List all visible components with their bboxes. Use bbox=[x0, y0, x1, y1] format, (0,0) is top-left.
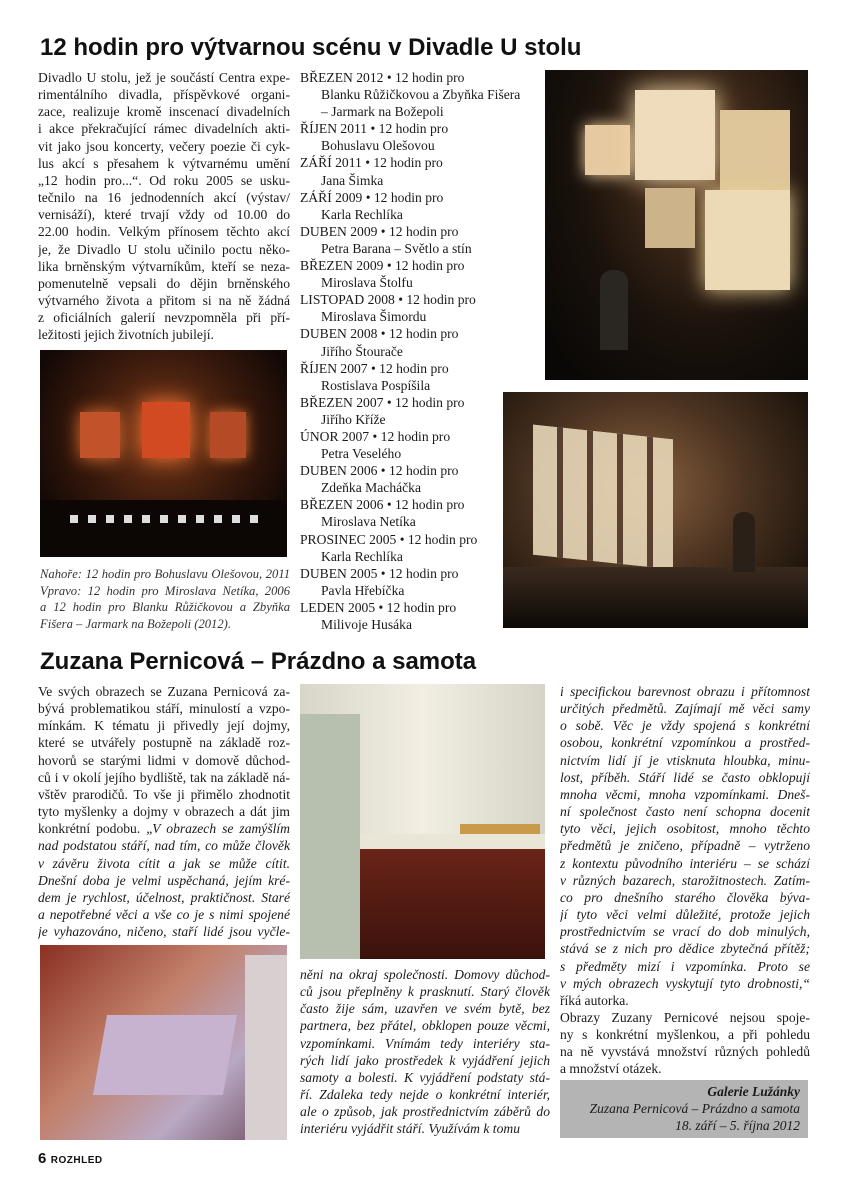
event-artist: Rostislava Pospíšila bbox=[321, 377, 431, 393]
text-line: vštěv prarodičů. To vše ji přimělo zhodnotit bbox=[38, 786, 290, 802]
event-artist: Miroslava Štolfu bbox=[321, 275, 413, 291]
text-line: tyto věci, jejich osobitost, mnoho těchto bbox=[560, 821, 810, 837]
event-artist: Blanku Růžičkovou a Zbyňka Fišera bbox=[321, 87, 521, 103]
event-artist: Karla Rechlíka bbox=[321, 548, 403, 564]
text-line: nictvím lidí jí je vtisknuta hloubka, minu- bbox=[560, 752, 810, 768]
event-artist: Petra Veselého bbox=[321, 446, 402, 462]
event-date: BŘEZEN 2007 • 12 hodin pro bbox=[300, 394, 465, 410]
text-line: a 12 hodin pro Blanku Růžičkovou a Zbyňka bbox=[40, 600, 290, 614]
text-line: Nahoře: 12 hodin pro Bohuslavu Olešovou, 2011 bbox=[40, 567, 290, 581]
page-number: 6 bbox=[38, 1150, 47, 1167]
text-line: Vpravo: 12 hodin pro Miroslava Netíka, 2006 bbox=[40, 583, 290, 598]
text-line: lus akcí s přesahem k výtvarnému umění bbox=[38, 155, 290, 171]
text-line: lost, příběh. Stáří lidé se často obklopují bbox=[560, 769, 810, 785]
text-line: 22.00 hodin. Velkým přínosem těchto akcí bbox=[38, 224, 290, 240]
text-line: samoty a bolesti. K vyjádření podstaty stá- bbox=[300, 1069, 550, 1085]
text-line: které se utvářely postupně na základě roz- bbox=[38, 735, 290, 751]
text-line: dem je rychlost, účelnost, praktičnost. Staré bbox=[38, 889, 290, 905]
text-line: říká autorka. bbox=[560, 992, 629, 1008]
text-line: o sobě. Věc je vždy spojená s konkrétní bbox=[560, 718, 810, 734]
event-artist: Milivoje Husáka bbox=[321, 617, 412, 632]
text-line: tyto myšlenky a dojmy v obrazech a dát jim bbox=[38, 804, 290, 820]
text-line: je vyhazováno, ničeno, staří lidé jsou vyčle- bbox=[38, 924, 290, 940]
text-line: něni na okraj společnosti. Domovy důchod- bbox=[300, 967, 550, 982]
photo-exhibition-olesova bbox=[40, 350, 287, 557]
event-date: PROSINEC 2005 • 12 hodin pro bbox=[300, 531, 478, 547]
exhibition-name: Zuzana Pernicová – Prázdno a samota bbox=[589, 1101, 800, 1116]
article2-column-3 bbox=[560, 683, 810, 1078]
text-line: nad podstatou stáří, nad tím, co může člověk bbox=[38, 838, 290, 854]
text-line: často žije sám, uzavřen ve svém bytě, bez bbox=[300, 1001, 550, 1017]
event-date: ZÁŘÍ 2011 • 12 hodin pro bbox=[300, 155, 443, 171]
event-artist: Miroslava Netíka bbox=[321, 514, 416, 530]
event-artist: Miroslava Šimordu bbox=[321, 309, 427, 325]
text-line: je, že Divadlo U stolu učinilo poctu něko- bbox=[38, 241, 290, 257]
event-artist: Petra Barana – Světlo a stín bbox=[321, 240, 472, 256]
page-footer bbox=[38, 1150, 103, 1168]
text-line: Divadlo U stolu, jež je součástí Centra expe- bbox=[38, 70, 290, 85]
article1-title: 12 hodin pro výtvarnou scénu v Divadle U stolu bbox=[40, 34, 582, 61]
text-line: v závěru života cítit a jak se může cítit. bbox=[38, 855, 290, 871]
event-artist: Pavla Hřebíčka bbox=[321, 582, 405, 598]
event-artist: Jiřího Štourače bbox=[321, 343, 403, 359]
photo-caption bbox=[40, 566, 290, 632]
text-line: ny s konkrétní myšlenkou, a při pohledu bbox=[560, 1027, 810, 1043]
text-line: Obrazy Zuzany Pernicové nejsou spoje- bbox=[560, 1009, 810, 1025]
text-line: partnera, bez přátel, obklopen pouze věcmi, bbox=[300, 1018, 550, 1034]
text-line: vzpomínkami. Vnímám tedy interiéry sta- bbox=[300, 1035, 550, 1051]
text-line: Fišera – Jarmark na Božepoli (2012). bbox=[40, 616, 231, 631]
text-line: ní společnost často není schopna docenit bbox=[560, 804, 810, 820]
text-line: rých lidí jako prostředek k vyjádření jejich bbox=[300, 1052, 550, 1068]
text-line: ležitosti jejich životních jubilejí. bbox=[38, 327, 214, 343]
exhibition-info-box bbox=[560, 1080, 808, 1138]
painting-room bbox=[40, 945, 287, 1140]
text-line: zace, realizuje kromě inscenací divadelních bbox=[38, 104, 290, 120]
event-date: DUBEN 2008 • 12 hodin pro bbox=[300, 326, 459, 342]
text-line: ří. Zdaleka tedy nejde o konkrétní interiér, bbox=[300, 1087, 550, 1103]
quote-start: V obrazech se zamýšlím bbox=[152, 821, 290, 837]
text-line: pomenutelně vepsali do dějin brněnského bbox=[38, 275, 290, 291]
text-line: a množství otázek. bbox=[560, 1061, 662, 1077]
event-date: ŘÍJEN 2007 • 12 hodin pro bbox=[300, 360, 449, 376]
event-date: BŘEZEN 2012 • 12 hodin pro bbox=[300, 70, 465, 85]
painting-interior bbox=[300, 684, 545, 959]
text-line: určitých předmětů. Zajímají mě věci samy bbox=[560, 701, 810, 717]
event-artist: Karla Rechlíka bbox=[321, 206, 403, 222]
event-artist: Jiřího Kříže bbox=[321, 411, 386, 427]
text-segment: konkrétní podobu. „ bbox=[38, 821, 153, 837]
text-line: prostřednictvím se vrací do dob minulých, bbox=[560, 924, 810, 940]
event-date: BŘEZEN 2006 • 12 hodin pro bbox=[300, 497, 465, 513]
event-date: DUBEN 2009 • 12 hodin pro bbox=[300, 223, 459, 239]
text-line: mnoha věcmi, mnoha vzpomínkami. Dneš- bbox=[560, 786, 810, 802]
text-line: lika brněnským výtvarníkům, kteří se neza- bbox=[38, 258, 290, 274]
text-line: co pro dnešního starého člověka býva- bbox=[560, 889, 810, 905]
text-line: i specifickou barevnost obrazu i přítomnost bbox=[560, 684, 810, 699]
article2-title: Zuzana Pernicová – Prázdno a samota bbox=[40, 648, 477, 675]
text-line: ců jsou přeplněny k prasknutí. Starý člověk bbox=[300, 984, 550, 1000]
article2-column-2 bbox=[300, 966, 550, 1138]
article2-column-1 bbox=[38, 683, 290, 940]
event-date: LEDEN 2005 • 12 hodin pro bbox=[300, 599, 457, 615]
text-line: ců i v okolí jejího bydliště, tak na základě ná- bbox=[38, 769, 290, 785]
text-line: v různých bazarech, starožitnostech. Zatím- bbox=[560, 872, 810, 888]
text-line: osobou, konkrétní vzpomínkou a prostřed- bbox=[560, 735, 810, 751]
article1-intro bbox=[38, 69, 290, 344]
text-line: Dnešní doba je velmi uspěchaná, jejím kré- bbox=[38, 872, 290, 888]
text-line: vernisáží), které trvají vždy od 10.00 do bbox=[38, 207, 290, 223]
event-date: ŘÍJEN 2011 • 12 hodin pro bbox=[300, 121, 449, 137]
event-artist: Bohuslavu Olešovou bbox=[321, 138, 435, 154]
text-line bbox=[38, 820, 290, 837]
text-line: jí tyto věci velmi důležité, protože jejich bbox=[560, 907, 810, 923]
text-line: hovorů se starými lidmi v domově důchod- bbox=[38, 752, 290, 768]
event-date: DUBEN 2006 • 12 hodin pro bbox=[300, 463, 459, 479]
photo-exhibition-fiser bbox=[545, 70, 808, 380]
text-line: rimentálního divadla, příspěvkové organi- bbox=[38, 87, 290, 103]
photo-exhibition-netik bbox=[503, 392, 808, 628]
text-line: interiéru vyjádřit stáří. Využívám k tomu bbox=[300, 1121, 520, 1137]
text-line: na ně vyvstává množství různých pohledů bbox=[560, 1044, 810, 1060]
text-line: v mých obrazech vyskytují tyto drobnosti,“ bbox=[560, 975, 810, 991]
text-line: předmětů je zničeno, případně – vytrženo bbox=[560, 838, 810, 854]
text-line: bývá problematikou stáří, minulostí a vzpo- bbox=[38, 701, 290, 717]
text-line: s předměty mizí i vzpomínka. Proto se bbox=[560, 958, 810, 974]
text-line: ale o způsob, jak prostřednictvím záběrů do bbox=[300, 1104, 550, 1120]
text-line: z kontextu původního interiéru – se schází bbox=[560, 855, 810, 871]
text-line: Ve svých obrazech se Zuzana Pernicová za- bbox=[38, 684, 290, 699]
magazine-name: ROZHLED bbox=[50, 1155, 103, 1166]
event-date: ZÁŘÍ 2009 • 12 hodin pro bbox=[300, 189, 444, 205]
event-date: ÚNOR 2007 • 12 hodin pro bbox=[300, 428, 451, 444]
text-line: výtvarného života a přitom si na ně žádná bbox=[38, 293, 290, 309]
text-line: i akce překračující rámec divadelních akti- bbox=[38, 121, 290, 137]
event-artist: Zdeňka Macháčka bbox=[321, 480, 422, 496]
text-line: a nepotřebné věci a vše co je s nimi spojené bbox=[38, 907, 290, 923]
exhibition-dates: 18. září – 5. října 2012 bbox=[675, 1118, 800, 1133]
text-line: stává se z nich pro dědice zbytečná přítěž; bbox=[560, 941, 810, 957]
text-line: tečnilo na 16 jednodenních akcí (výstav/ bbox=[38, 190, 290, 206]
event-date: BŘEZEN 2009 • 12 hodin pro bbox=[300, 258, 465, 274]
text-line: z oficiálních galerií nevzpomněla při pří- bbox=[38, 310, 290, 326]
event-artist: Jana Šimka bbox=[321, 172, 384, 188]
event-date: LISTOPAD 2008 • 12 hodin pro bbox=[300, 292, 476, 308]
text-line: mínkám. K tématu ji přivedly její dojmy, bbox=[38, 718, 290, 734]
text-line: „12 hodin pro...“. Od roku 2005 se usku- bbox=[38, 172, 290, 188]
venue: Galerie Lužánky bbox=[707, 1084, 800, 1099]
event-artist: – Jarmark na Božepoli bbox=[321, 104, 444, 120]
event-date: DUBEN 2005 • 12 hodin pro bbox=[300, 565, 459, 581]
text-line: vit jako jsou koncerty, večery poezie či cyk- bbox=[38, 138, 290, 154]
